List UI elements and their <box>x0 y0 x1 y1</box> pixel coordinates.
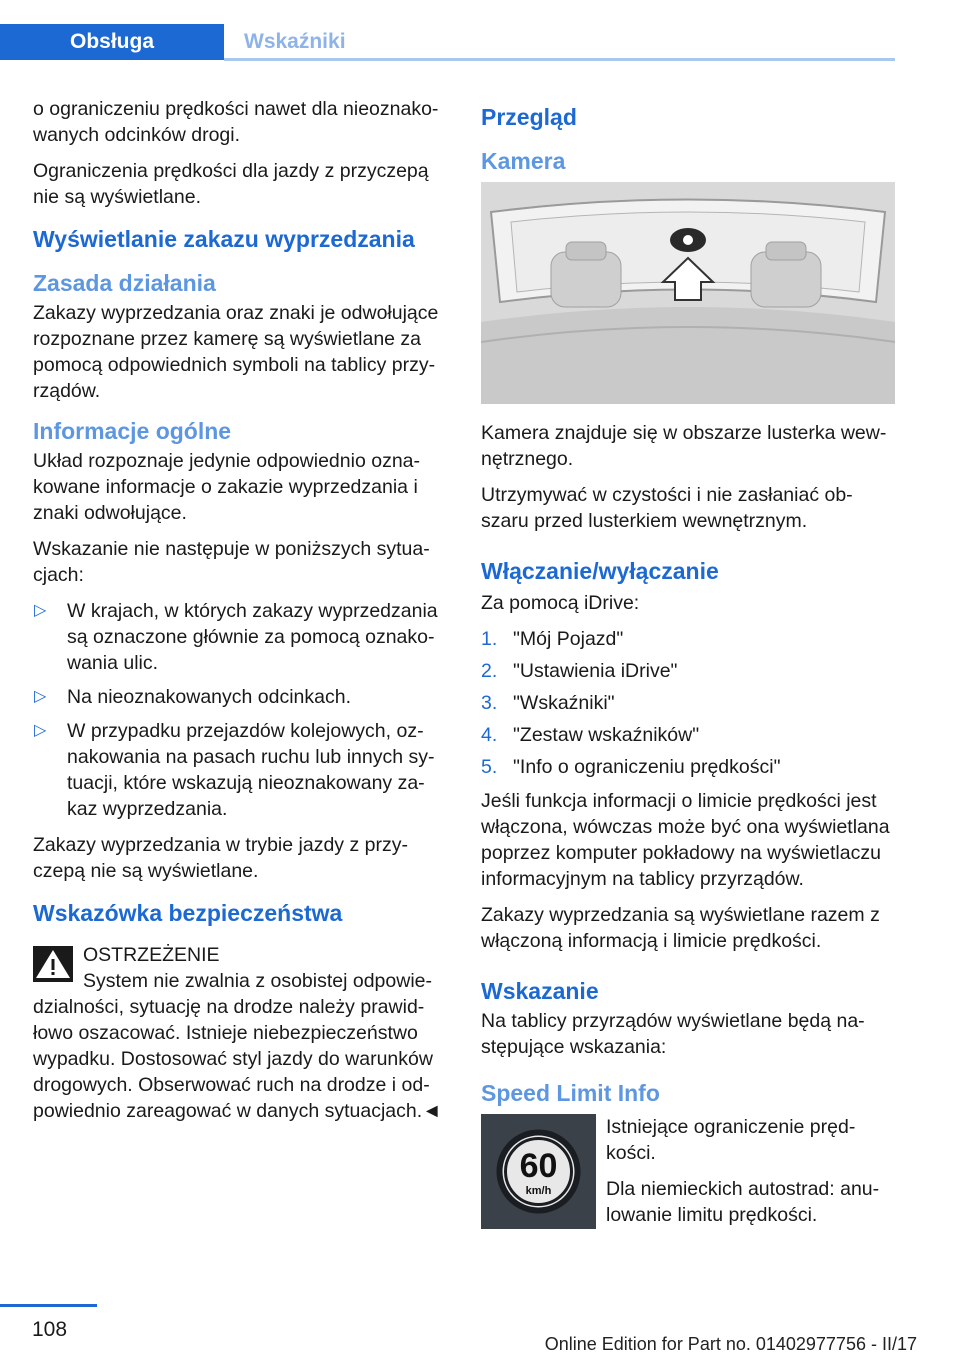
left-column <box>33 96 447 1134</box>
tab-wskazniki[interactable]: Wskaźniki <box>244 30 346 53</box>
step-number: 3. <box>481 692 498 714</box>
paragraph: Zakazy wyprzedzania w trybie jazdy z przy-czepą nie są wyświetlane. <box>33 834 408 882</box>
section-heading-display: Wskazanie <box>481 978 599 1004</box>
list-item <box>33 718 447 822</box>
paragraph: Kamera znajduje się w obszarze lusterka wew-nętrznego. <box>481 422 887 470</box>
paragraph: Utrzymywać w czystości i nie zasłaniać ob-szaru przed lusterkiem wewnętrznym. <box>481 484 853 532</box>
paragraph: Jeśli funkcja informacji o limicie prędkości jest włączona, wówczas może być ona wyświetlana poprzez komputer pokładowy na wyświetlaczu informacyjnym na tablicy przyrządów. <box>481 790 890 890</box>
paragraph: Zakazy wyprzedzania oraz znaki je odwołujące rozpoznane przez kamerę są wyświetlane za pomocą odpowiednich symboli na tablicy przy-rządów. <box>33 302 439 402</box>
subheading-speed-limit-info: Speed Limit Info <box>481 1080 660 1106</box>
step-number: 1. <box>481 628 498 650</box>
speed-unit-label: km/h <box>525 1185 552 1197</box>
triangle-bullet-icon: ▷ <box>34 722 47 739</box>
list-item-text: Na nieoznakowanych odcinkach. <box>67 686 352 708</box>
page-number: 108 <box>32 1318 68 1341</box>
list-item <box>33 598 447 676</box>
step-number: 5. <box>481 756 498 778</box>
car-interior-image <box>481 182 895 404</box>
list-item <box>481 754 895 780</box>
list-item-text: W krajach, w których zakazy wyprzedzania są oznaczone głównie za pomocą oznako-wania ulic. <box>67 600 438 674</box>
list-item <box>33 684 447 710</box>
section-heading-overview: Przegląd <box>481 104 577 130</box>
paragraph: Wskazanie nie następuje w poniższych sytua-cjach: <box>33 538 430 586</box>
list-item <box>481 626 895 652</box>
right-column <box>481 96 895 1234</box>
list-item <box>481 722 895 748</box>
camera-location-illustration <box>481 182 895 404</box>
bullet-list <box>33 598 447 822</box>
header-bar <box>0 24 895 60</box>
warning-text: System nie zwalnia z osobistej odpowie-dzialności, sytuację na drodze należy prawid-łowo oszacować. Istnieje niebezpieczeństwo wypadku. Dostosować styl jazdy do warunków drogowych. Obserwować ruch na drodze i od-powiednio zareagować w danych sytuacjach.◄ <box>33 970 442 1122</box>
warning-triangle-icon <box>33 946 73 982</box>
subheading-principle: Zasada działania <box>33 270 216 296</box>
speed-limit-description <box>606 1114 901 1238</box>
paragraph: Układ rozpoznaje jedynie odpowiednio ozna-kowane informacje o zakazie wyprzedzania i znaki odwołujące. <box>33 450 421 524</box>
paragraph: o ograniczeniu prędkości nawet dla nieoznako-wanych odcinków drogi. <box>33 98 439 146</box>
speed-limit-row <box>481 1114 895 1234</box>
step-number: 4. <box>481 724 498 746</box>
paragraph: Dla niemieckich autostrad: anu-lowanie limitu prędkości. <box>606 1178 880 1226</box>
step-text: "Wskaźniki" <box>513 692 615 714</box>
paragraph: Zakazy wyprzedzania są wyświetlane razem z włączoną informacją i limicie prędkości. <box>481 904 880 952</box>
triangle-bullet-icon: ▷ <box>34 602 47 619</box>
paragraph: Na tablicy przyrządów wyświetlane będą na-stępujące wskazania: <box>481 1010 865 1058</box>
page-number-rule <box>0 1304 97 1307</box>
step-text: "Mój Pojazd" <box>513 628 624 650</box>
section-heading-onoff: Włączanie/wyłączanie <box>481 558 719 584</box>
list-item-text: W przypadku przejazdów kolejowych, oz-nakowania na pasach ruchu lub innych sy-tuacji, które wskazują nieoznakowany za-kaz wyprzedzania. <box>67 720 435 820</box>
step-text: "Zestaw wskaźników" <box>513 724 700 746</box>
section-heading-safety: Wskazówka bezpieczeństwa <box>33 900 343 926</box>
triangle-bullet-icon: ▷ <box>34 688 47 705</box>
step-number: 2. <box>481 660 498 682</box>
steps-list <box>481 626 895 780</box>
warning-title: OSTRZEŻENIE <box>83 944 220 966</box>
section-heading-overtaking: Wyświetlanie zakazu wyprzedzania <box>33 226 415 252</box>
edition-footer: Online Edition for Part no. 01402977756 - II/17 <box>544 1334 917 1354</box>
warning-box <box>33 942 447 968</box>
subheading-camera: Kamera <box>481 148 566 174</box>
paragraph: Za pomocą iDrive: <box>481 592 640 614</box>
step-text: "Ustawienia iDrive" <box>513 660 678 682</box>
speed-limit-sign-icon <box>481 1114 596 1229</box>
step-text: "Info o ograniczeniu prędkości" <box>513 756 781 778</box>
speed-value-label: 60 <box>519 1147 558 1185</box>
paragraph: Ograniczenia prędkości dla jazdy z przyczepą nie są wyświetlane. <box>33 160 429 208</box>
list-item <box>481 690 895 716</box>
paragraph: Istniejące ograniczenie pręd-kości. <box>606 1116 856 1164</box>
tab-obsluga[interactable]: Obsługa <box>0 24 224 60</box>
subheading-general: Informacje ogólne <box>33 418 232 444</box>
list-item <box>481 658 895 684</box>
